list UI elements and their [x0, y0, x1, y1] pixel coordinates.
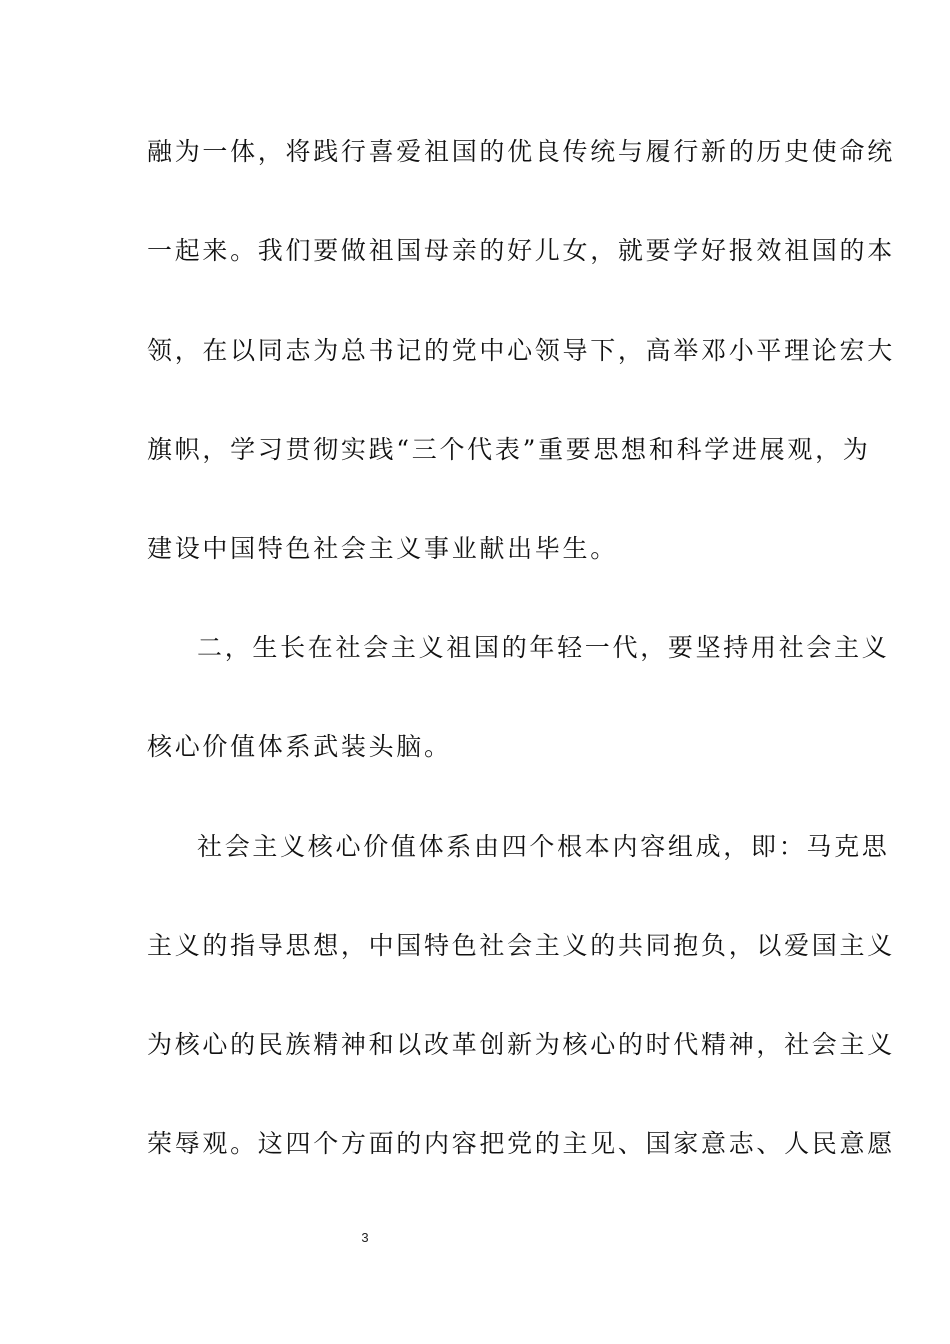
text-line-11: 荣辱观。这四个方面的内容把党的主见、国家意志、人民意愿: [147, 1129, 895, 1158]
text-line-2: 一起来。我们要做祖国母亲的好儿女，就要学好报效祖国的本: [147, 236, 895, 265]
text-line-8: 社会主义核心价值体系由四个根本内容组成，即：马克思: [197, 832, 890, 861]
text-line-9: 主义的指导思想，中国特色社会主义的共同抱负，以爱国主义: [147, 931, 895, 960]
text-line-3: 领，在以同志为总书记的党中心领导下，高举邓小平理论宏大: [147, 336, 895, 365]
text-line-10: 为核心的民族精神和以改革创新为核心的时代精神，社会主义: [147, 1030, 895, 1059]
text-line-6: 二，生长在社会主义祖国的年轻一代，要坚持用社会主义: [197, 633, 890, 662]
text-line-1: 融为一体，将践行喜爱祖国的优良传统与履行新的历史使命统: [147, 137, 895, 166]
text-line-7: 核心价值体系武装头脑。: [147, 732, 452, 761]
text-line-4: 旗帜，学习贯彻实践“三个代表”重要思想和科学进展观，为: [147, 435, 871, 464]
text-line-5: 建设中国特色社会主义事业献出毕生。: [147, 534, 618, 563]
page-number: 3: [361, 1230, 369, 1245]
